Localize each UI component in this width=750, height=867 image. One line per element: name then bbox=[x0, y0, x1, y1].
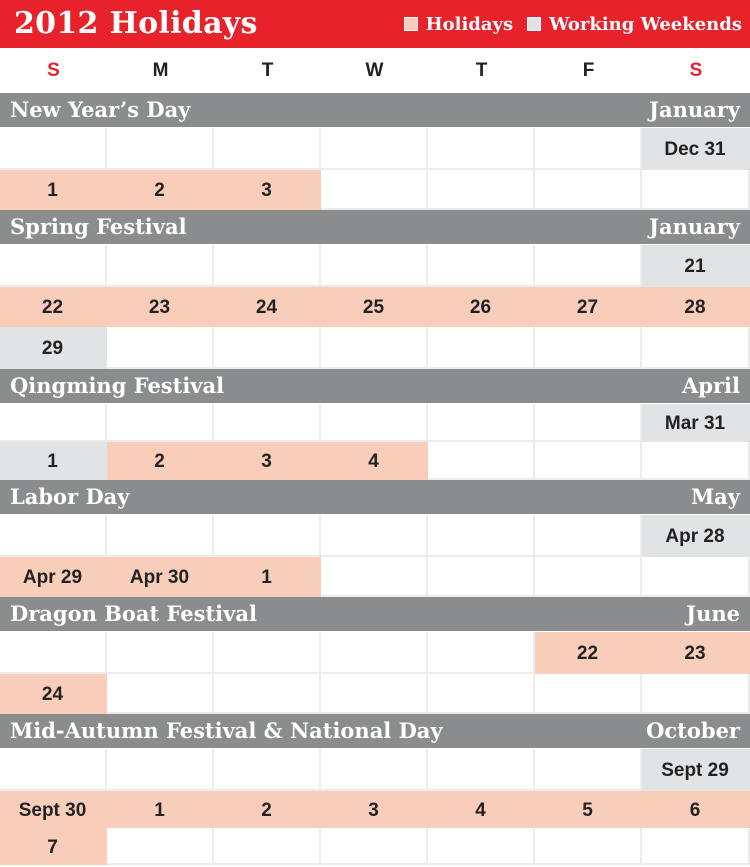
empty-cell bbox=[428, 515, 535, 557]
holiday-cell bbox=[321, 442, 428, 480]
holiday-cell bbox=[642, 287, 750, 327]
section-header bbox=[0, 210, 750, 244]
empty-cell bbox=[321, 128, 428, 170]
empty-cell bbox=[642, 327, 750, 369]
empty-cell bbox=[535, 245, 642, 287]
section-name: New Year’s Day bbox=[10, 97, 191, 122]
empty-cell bbox=[428, 170, 535, 210]
empty-cell bbox=[535, 749, 642, 791]
empty-cell bbox=[642, 442, 750, 480]
empty-cell bbox=[214, 128, 321, 170]
holiday-cell bbox=[107, 287, 214, 327]
date-label: 1 bbox=[261, 567, 272, 588]
holiday-cell bbox=[214, 791, 321, 828]
empty-cell bbox=[428, 674, 535, 714]
day-of-week-header bbox=[0, 48, 750, 92]
empty-cell bbox=[535, 170, 642, 210]
empty-cell bbox=[0, 128, 107, 170]
empty-cell bbox=[428, 128, 535, 170]
date-label: 2 bbox=[261, 800, 272, 821]
section-name: Dragon Boat Festival bbox=[10, 601, 257, 626]
holiday-cell bbox=[214, 287, 321, 327]
empty-cell bbox=[642, 170, 750, 210]
holiday-cell bbox=[0, 828, 107, 865]
working-weekend-cell bbox=[642, 128, 750, 170]
date-label: 28 bbox=[684, 297, 706, 318]
working-weekend-cell bbox=[642, 515, 750, 557]
date-label: Apr 30 bbox=[129, 567, 190, 588]
empty-cell bbox=[321, 557, 428, 597]
empty-cell bbox=[321, 245, 428, 287]
empty-cell bbox=[535, 674, 642, 714]
day-header-6: S bbox=[689, 60, 703, 81]
holiday-cell bbox=[428, 287, 535, 327]
empty-cell bbox=[214, 404, 321, 442]
empty-cell bbox=[428, 632, 535, 674]
section-header bbox=[0, 369, 750, 403]
empty-cell bbox=[642, 828, 750, 865]
working-weekend-cell bbox=[642, 404, 750, 442]
holiday-cell bbox=[642, 632, 750, 674]
holiday-cell bbox=[107, 557, 214, 597]
date-label: Apr 29 bbox=[22, 567, 83, 588]
empty-cell bbox=[0, 404, 107, 442]
empty-cell bbox=[214, 749, 321, 791]
empty-cell bbox=[214, 327, 321, 369]
date-label: 23 bbox=[684, 643, 706, 664]
date-label: Sept 30 bbox=[18, 800, 87, 821]
empty-cell bbox=[428, 404, 535, 442]
holiday-cell bbox=[0, 791, 107, 828]
empty-cell bbox=[321, 327, 428, 369]
empty-cell bbox=[0, 515, 107, 557]
day-header-0: S bbox=[47, 60, 60, 81]
holiday-cell bbox=[0, 674, 107, 714]
date-label: 23 bbox=[148, 297, 171, 318]
date-label: 3 bbox=[368, 800, 379, 821]
date-label: 4 bbox=[475, 800, 486, 821]
legend bbox=[390, 0, 742, 48]
empty-cell bbox=[107, 632, 214, 674]
holiday-cell bbox=[0, 170, 107, 210]
section-name: Spring Festival bbox=[10, 214, 187, 239]
empty-cell bbox=[535, 327, 642, 369]
date-label: 22 bbox=[576, 643, 599, 664]
date-label: 21 bbox=[684, 256, 706, 277]
empty-cell bbox=[0, 749, 107, 791]
date-label: 22 bbox=[41, 297, 64, 318]
empty-cell bbox=[214, 632, 321, 674]
section-month: June bbox=[686, 601, 740, 626]
date-label: 24 bbox=[41, 684, 64, 705]
section-month: May bbox=[690, 484, 740, 509]
holiday-cell bbox=[107, 170, 214, 210]
holiday-cell bbox=[535, 791, 642, 828]
empty-cell bbox=[321, 170, 428, 210]
empty-cell bbox=[321, 674, 428, 714]
section-month: January bbox=[649, 97, 740, 122]
day-header-4: T bbox=[475, 60, 488, 81]
day-header-2: T bbox=[261, 60, 274, 81]
empty-cell bbox=[214, 828, 321, 865]
section-month: October bbox=[646, 718, 740, 743]
empty-cell bbox=[535, 442, 642, 480]
empty-cell bbox=[0, 632, 107, 674]
working-weekend-cell bbox=[642, 245, 750, 287]
date-label: 2 bbox=[154, 180, 165, 201]
empty-cell bbox=[642, 674, 750, 714]
day-header-3: W bbox=[365, 60, 384, 81]
date-label: Apr 28 bbox=[665, 526, 725, 547]
title-bar bbox=[0, 0, 750, 48]
date-label: 24 bbox=[255, 297, 278, 318]
holiday-cell bbox=[0, 287, 107, 327]
date-label: 3 bbox=[261, 451, 272, 472]
date-label: 6 bbox=[689, 800, 701, 821]
empty-cell bbox=[107, 515, 214, 557]
working-weekend-cell bbox=[642, 749, 750, 791]
empty-cell bbox=[107, 327, 214, 369]
empty-cell bbox=[107, 128, 214, 170]
date-label: 29 bbox=[41, 338, 64, 359]
date-label: 25 bbox=[362, 297, 385, 318]
date-label: 3 bbox=[261, 180, 272, 201]
empty-cell bbox=[321, 828, 428, 865]
date-label: 1 bbox=[47, 451, 58, 472]
empty-cell bbox=[535, 557, 642, 597]
date-label: 7 bbox=[47, 837, 58, 858]
legend-label-working-weekends: Working Weekends bbox=[549, 13, 742, 35]
date-label: 1 bbox=[154, 800, 165, 821]
empty-cell bbox=[535, 828, 642, 865]
section-name: Qingming Festival bbox=[10, 373, 225, 398]
empty-cell bbox=[214, 245, 321, 287]
empty-cell bbox=[107, 404, 214, 442]
day-header-1: M bbox=[152, 60, 169, 81]
working-weekend-swatch-icon bbox=[527, 17, 541, 31]
section-header bbox=[0, 93, 750, 127]
empty-cell bbox=[428, 557, 535, 597]
empty-cell bbox=[321, 515, 428, 557]
empty-cell bbox=[107, 245, 214, 287]
section-header bbox=[0, 480, 750, 514]
section-name: Labor Day bbox=[10, 484, 130, 509]
holiday-cell bbox=[214, 557, 321, 597]
date-label: 2 bbox=[154, 451, 165, 472]
date-label: 27 bbox=[576, 297, 599, 318]
holiday-cell bbox=[0, 557, 107, 597]
empty-cell bbox=[0, 245, 107, 287]
working-weekend-cell bbox=[0, 327, 107, 369]
holiday-cell bbox=[214, 442, 321, 480]
holiday-cell bbox=[642, 791, 750, 828]
empty-cell bbox=[214, 674, 321, 714]
holiday-cell bbox=[428, 791, 535, 828]
holiday-cell bbox=[214, 170, 321, 210]
day-header-5: F bbox=[582, 60, 595, 81]
date-label: Sept 29 bbox=[661, 760, 729, 781]
section-header bbox=[0, 597, 750, 631]
empty-cell bbox=[535, 128, 642, 170]
empty-cell bbox=[321, 749, 428, 791]
empty-cell bbox=[535, 404, 642, 442]
date-label: 1 bbox=[47, 180, 58, 201]
date-label: 26 bbox=[469, 297, 492, 318]
section-month: April bbox=[682, 373, 740, 398]
legend-item-holidays bbox=[404, 14, 514, 35]
date-label: 5 bbox=[582, 800, 593, 821]
empty-cell bbox=[428, 245, 535, 287]
holiday-cell bbox=[321, 791, 428, 828]
page-title: 2012 Holidays bbox=[14, 6, 258, 41]
empty-cell bbox=[535, 515, 642, 557]
legend-label-holidays: Holidays bbox=[425, 13, 514, 35]
empty-cell bbox=[107, 828, 214, 865]
empty-cell bbox=[321, 404, 428, 442]
working-weekend-cell bbox=[0, 442, 107, 480]
holiday-cell bbox=[535, 632, 642, 674]
empty-cell bbox=[107, 749, 214, 791]
date-label: Dec 31 bbox=[664, 139, 726, 160]
holiday-swatch-icon bbox=[404, 17, 418, 31]
empty-cell bbox=[321, 632, 428, 674]
empty-cell bbox=[428, 828, 535, 865]
date-label: Mar 31 bbox=[664, 413, 726, 434]
empty-cell bbox=[107, 674, 214, 714]
empty-cell bbox=[642, 557, 750, 597]
holiday-cell bbox=[107, 791, 214, 828]
section-header bbox=[0, 714, 750, 748]
holiday-cell bbox=[321, 287, 428, 327]
empty-cell bbox=[214, 515, 321, 557]
section-name: Mid-Autumn Festival & National Day bbox=[10, 718, 443, 743]
holiday-cell bbox=[107, 442, 214, 480]
legend-item-working-weekends bbox=[527, 14, 742, 35]
date-label: 4 bbox=[368, 451, 379, 472]
section-month: January bbox=[649, 214, 740, 239]
holiday-cell bbox=[535, 287, 642, 327]
empty-cell bbox=[428, 749, 535, 791]
empty-cell bbox=[428, 327, 535, 369]
empty-cell bbox=[428, 442, 535, 480]
